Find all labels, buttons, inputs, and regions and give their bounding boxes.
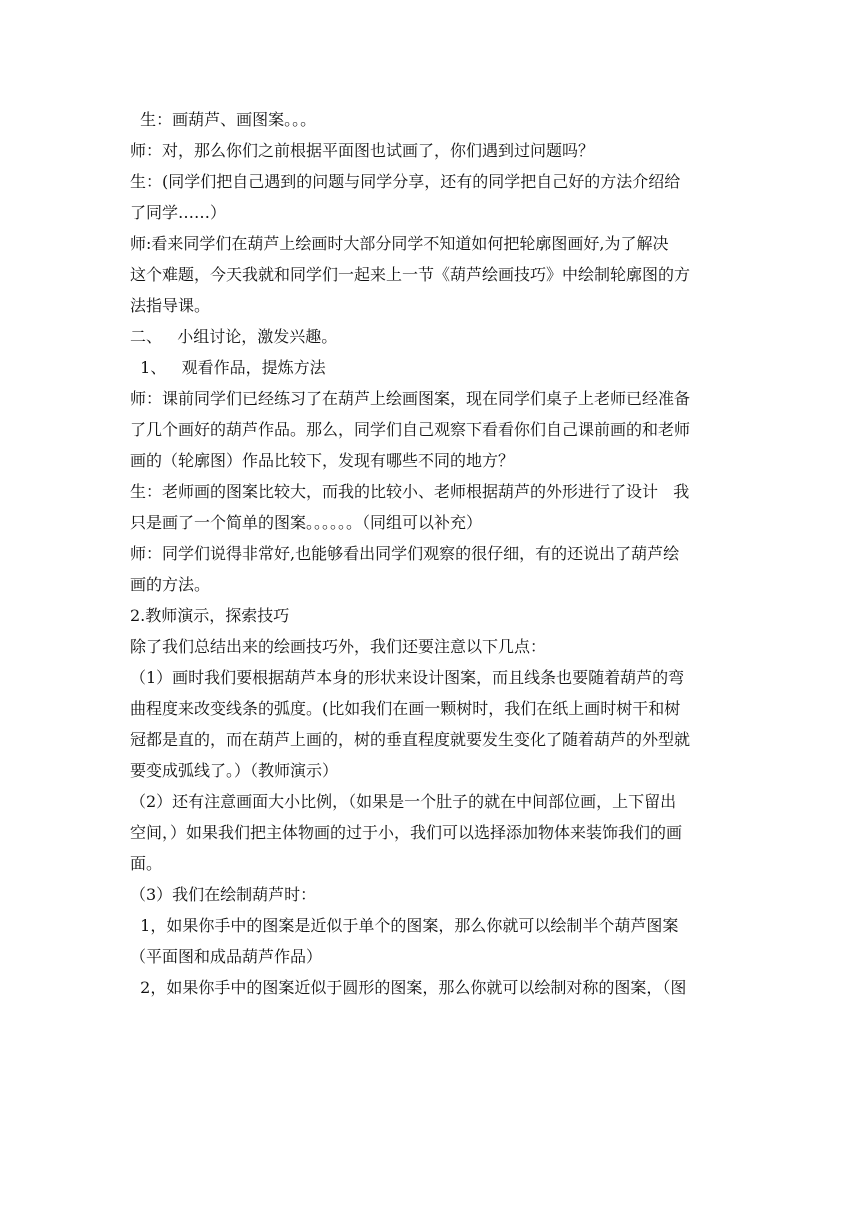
text-line: 师：对，那么你们之前根据平面图也试画了，你们遇到过问题吗？ <box>130 141 595 160</box>
text-line: 空间，）如果我们把主体物画的过于小，我们可以选择添加物体来装饰我们的画 <box>130 823 683 842</box>
body-text <box>130 104 750 1003</box>
text-line: 面。 <box>130 854 163 873</box>
text-line: 要变成弧线了。）（教师演示） <box>130 761 339 780</box>
subsection-heading: 1、 观看作品，提炼方法 <box>130 358 326 377</box>
text-line: （3）我们在绘制葫芦时： <box>130 885 317 904</box>
text-line: 师：同学们说得非常好,也能够看出同学们观察的很仔细，有的还说出了葫芦绘 <box>130 544 680 563</box>
text-line: 师:看来同学们在葫芦上绘画时大部分同学不知道如何把轮廓图画好,为了解决 <box>130 234 669 253</box>
subsection-heading: 2.教师演示，探索技巧 <box>130 606 290 625</box>
text-line: 2，如果你手中的图案近似于圆形的图案，那么你就可以绘制对称的图案，（图 <box>130 978 687 997</box>
text-line: 师：课前同学们已经练习了在葫芦上绘画图案，现在同学们桌子上老师已经准备 <box>130 389 691 408</box>
text-line: 画的方法。 <box>130 575 211 594</box>
text-line: 这个难题，今天我就和同学们一起来上一节《葫芦绘画技巧》中绘制轮廓图的方 <box>130 265 691 284</box>
text-line: 生：老师画的图案比较大，而我的比较小、老师根据葫芦的外形进行了设计 我 <box>130 482 690 501</box>
text-line: 了同学……） <box>130 203 227 222</box>
text-line: 冠都是直的，而在葫芦上画的，树的垂直程度就要发生变化了随着葫芦的外型就 <box>130 730 691 749</box>
section-heading: 二、 小组讨论，激发兴趣。 <box>130 327 338 346</box>
text-line: 除了我们总结出来的绘画技巧外，我们还要注意以下几点： <box>130 637 547 656</box>
text-line: 画的（轮廓图）作品比较下，发现有哪些不同的地方？ <box>130 451 515 470</box>
text-line: （1）画时我们要根据葫芦本身的形状来设计图案，而且线条也要随着葫芦的弯 <box>130 668 685 687</box>
text-line: （2）还有注意画面大小比例，（如果是一个肚子的就在中间部位画，上下留出 <box>130 792 677 811</box>
text-line: 生：画葫芦、画图案。。。 <box>130 110 317 129</box>
text-line: 只是画了一个简单的图案。。。。。。（同组可以补充） <box>130 513 483 532</box>
text-line: 法指导课。 <box>130 296 211 315</box>
text-line: （平面图和成品葫芦作品） <box>130 947 323 966</box>
text-line: 1，如果你手中的图案是近似于单个的图案，那么你就可以绘制半个葫芦图案 <box>130 916 679 935</box>
text-line: 了几个画好的葫芦作品。那么，同学们自己观察下看看你们自己课前画的和老师 <box>130 420 691 439</box>
text-line: 曲程度来改变线条的弧度。(比如我们在画一颗树时，我们在纸上画时树干和树 <box>130 699 681 718</box>
text-line: 生：(同学们把自己遇到的问题与同学分享，还有的同学把自己好的方法介绍给 <box>130 172 681 191</box>
